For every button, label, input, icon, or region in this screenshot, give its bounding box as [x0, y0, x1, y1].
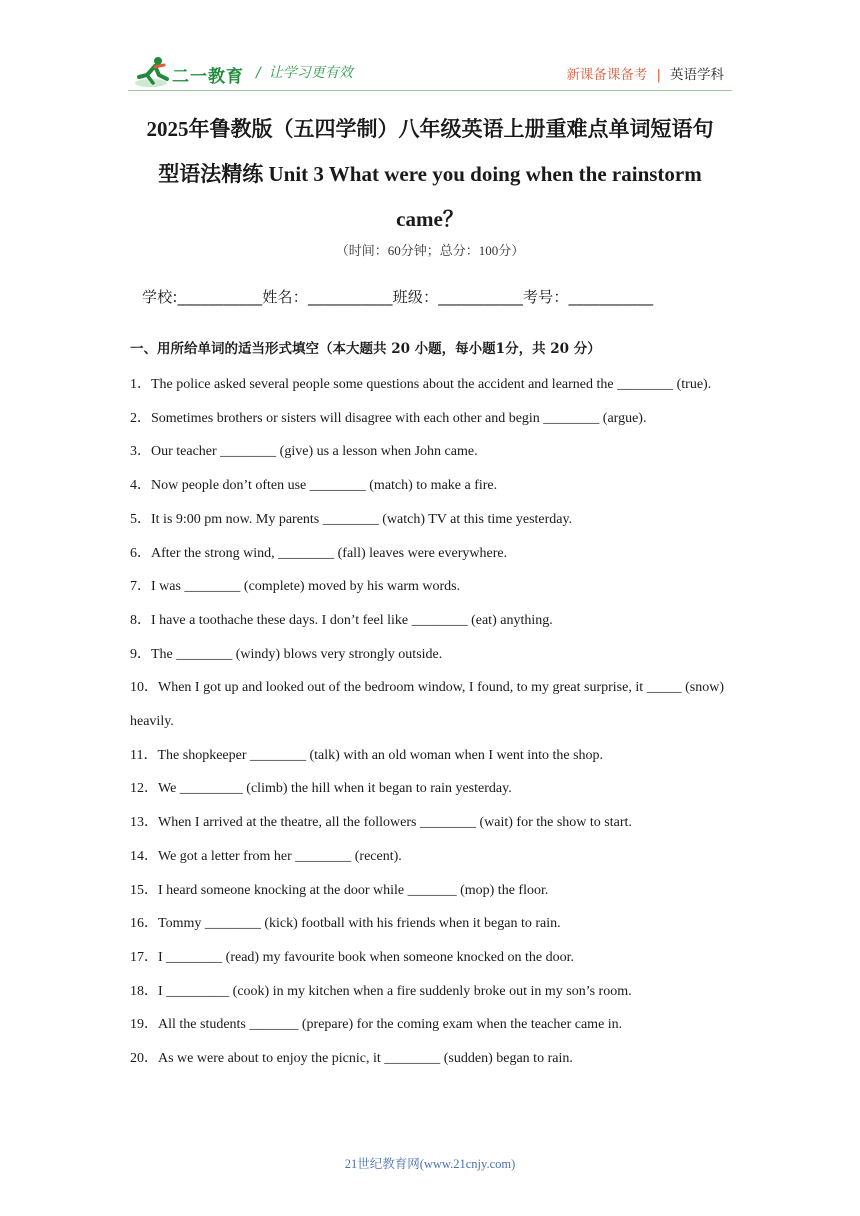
- brand-name: 二一教育: [172, 67, 244, 87]
- question-item: 13．When I arrived at the theatre, all the followers ________ (wait) for the show to start.: [130, 815, 632, 831]
- exam-number-field: 考号：___________: [522, 288, 654, 306]
- class-field: 班级：___________: [392, 288, 523, 306]
- school-field: 学校:___________: [142, 288, 263, 306]
- question-item: 17．I ________ (read) my favourite book when someone knocked on the door.: [130, 949, 575, 965]
- question-item: 16．Tommy ________ (kick) football with his friends when it began to rain.: [130, 916, 561, 932]
- name-field: 姓名：___________: [262, 288, 393, 306]
- brand-slogan: [256, 62, 353, 82]
- question-item: 9．The ________ (windy) blows very strongly outside.: [130, 646, 443, 662]
- question-item: 4．Now people don’t often use ________ (match) to make a fire.: [130, 478, 498, 494]
- title-line-2: 型语法精练 Unit 3 What were you doing when the rainstorm: [158, 162, 702, 186]
- question-item: 11．The shopkeeper ________ (talk) with an old woman when I went into the shop.: [130, 747, 604, 763]
- prep-label: 新课备课备考: [566, 67, 648, 83]
- subject-label: 英语学科: [670, 67, 724, 83]
- header-divider: [128, 90, 732, 91]
- question-item: 5．It is 9:00 pm now. My parents ________ (watch) TV at this time yesterday.: [130, 511, 573, 527]
- title-line-1: 2025年鲁教版（五四学制）八年级英语上册重难点单词短语句: [146, 117, 714, 141]
- slogan-text: 让学习更有效: [268, 65, 353, 81]
- header-separator: |: [656, 67, 661, 83]
- section-heading: 一、用所给单词的适当形式填空（本大题共 20 小题，每小题1分，共 20 分）: [130, 341, 601, 357]
- question-item: 7．I was ________ (complete) moved by his warm words.: [130, 579, 461, 595]
- question-item: 15．I heard someone knocking at the door while _______ (mop) the floor.: [130, 882, 549, 898]
- question-item: 20．As we were about to enjoy the picnic, it ________ (sudden) began to rain.: [130, 1051, 573, 1067]
- student-info-row: [142, 286, 742, 307]
- page-footer[interactable]: 21世纪教育网(www.21cnjy.com): [344, 1157, 516, 1171]
- question-item: 10．When I got up and looked out of the bedroom window, I found, to my great surprise, it _____ (snow) heavily.: [130, 680, 724, 730]
- slogan-slash: /: [256, 65, 261, 81]
- question-item: 3．Our teacher ________ (give) us a lesson when John came.: [130, 444, 478, 460]
- question-item: 12．We _________ (climb) the hill when it began to rain yesterday.: [130, 781, 512, 797]
- question-item: 8．I have a toothache these days. I don’t feel like ________ (eat) anything.: [130, 612, 553, 628]
- question-item: 1．The police asked several people some questions about the accident and learned the ________ (true).: [130, 377, 712, 392]
- question-item: 14．We got a letter from her ________ (recent).: [130, 848, 402, 864]
- header-right: [566, 63, 724, 83]
- document-title: [120, 107, 740, 242]
- question-item: 6．After the strong wind, ________ (fall) leaves were everywhere.: [130, 545, 508, 561]
- question-list: [130, 368, 734, 1076]
- question-item: 19．All the students _______ (prepare) for the coming exam when the teacher came in.: [130, 1017, 623, 1033]
- question-item: 18．I _________ (cook) in my kitchen when a fire suddenly broke out in my son’s room.: [130, 983, 632, 999]
- page-header: [0, 0, 860, 100]
- question-item: 2．Sometimes brothers or sisters will disagree with each other and begin ________ (argue).: [130, 410, 647, 426]
- title-line-3: came？: [396, 207, 464, 231]
- time-score-note: （时间：60分钟；总分：100分）: [335, 243, 525, 258]
